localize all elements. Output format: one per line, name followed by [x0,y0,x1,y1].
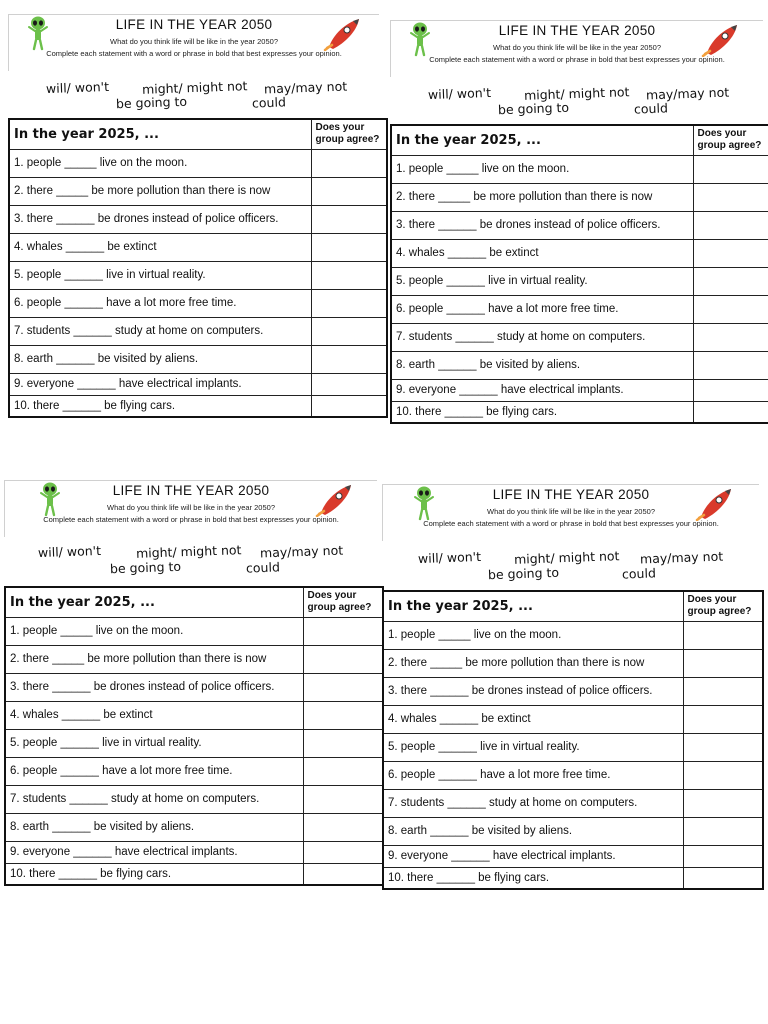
statement-7: 7. students ______ study at home on computers. [5,785,303,813]
statement-6: 6. people ______ have a lot more free time. [383,761,683,789]
worksheet-header [4,480,377,537]
worksheet-copy-2 [390,20,768,430]
agree-cell-9[interactable] [303,841,383,863]
statement-7: 7. students ______ study at home on computers. [383,789,683,817]
statement-4: 4. whales ______ be extinct [9,233,311,261]
word-bank-could: could [245,559,281,576]
statements-table [390,124,768,424]
agree-cell-10[interactable] [311,395,387,417]
worksheet-instruction: Complete each statement with a word or phrase in bold that best expresses your opinion. [423,519,719,528]
statement-3: 3. there ______ be drones instead of police officers. [383,677,683,705]
statement-2: 2. there _____ be more pollution than there is now [9,177,311,205]
table-header: In the year 2025, ... [5,587,303,617]
statement-3: 3. there ______ be drones instead of police officers. [5,673,303,701]
agree-cell-8[interactable] [311,345,387,373]
agree-cell-2[interactable] [303,645,383,673]
word-bank-could: could [251,94,287,111]
statement-5: 5. people ______ live in virtual reality. [9,261,311,289]
statement-1: 1. people _____ live on the moon. [391,155,693,183]
statement-9: 9. everyone ______ have electrical implants. [5,841,303,863]
statement-2: 2. there _____ be more pollution than there is now [5,645,303,673]
statement-1: 1. people _____ live on the moon. [5,617,303,645]
agree-cell-1[interactable] [303,617,383,645]
statement-10: 10. there ______ be flying cars. [9,395,311,417]
statement-4: 4. whales ______ be extinct [383,705,683,733]
agree-cell-5[interactable] [683,733,763,761]
statement-6: 6. people ______ have a lot more free time. [391,295,693,323]
worksheet-instruction: Complete each statement with a word or phrase in bold that best expresses your opinion. [46,49,342,58]
agree-cell-9[interactable] [311,373,387,395]
agree-cell-7[interactable] [311,317,387,345]
agree-cell-4[interactable] [311,233,387,261]
rocket-icon [701,21,741,57]
word-bank-going: be going to [497,99,570,118]
agree-cell-8[interactable] [693,351,768,379]
worksheet-title: LIFE IN THE YEAR 2050 [498,23,656,38]
statement-3: 3. there ______ be drones instead of police officers. [391,211,693,239]
agree-cell-9[interactable] [693,379,768,401]
worksheet-copy-1 [8,14,386,424]
agree-cell-4[interactable] [683,705,763,733]
agree-cell-2[interactable] [683,649,763,677]
word-bank-going: be going to [115,93,188,112]
agree-cell-1[interactable] [693,155,768,183]
statement-9: 9. everyone ______ have electrical implants. [9,373,311,395]
statement-10: 10. there ______ be flying cars. [391,401,693,423]
agree-cell-7[interactable] [683,789,763,817]
statement-9: 9. everyone ______ have electrical implants. [383,845,683,867]
worksheet-instruction: Complete each statement with a word or phrase in bold that best expresses your opinion. [429,55,725,64]
worksheet-title: LIFE IN THE YEAR 2050 [112,483,270,498]
agree-cell-8[interactable] [683,817,763,845]
table-header: In the year 2025, ... [9,119,311,149]
word-bank-might: might/ might not [135,542,242,561]
word-bank-might: might/ might not [523,84,630,103]
statement-4: 4. whales ______ be extinct [5,701,303,729]
agree-cell-2[interactable] [311,177,387,205]
agree-cell-10[interactable] [303,863,383,885]
agree-cell-8[interactable] [303,813,383,841]
agree-cell-5[interactable] [311,261,387,289]
word-bank-may: may/may not [263,78,348,97]
statement-10: 10. there ______ be flying cars. [383,867,683,889]
statements-table [382,590,764,890]
statement-6: 6. people ______ have a lot more free time. [5,757,303,785]
agree-cell-6[interactable] [311,289,387,317]
worksheet-subtitle: What do you think life will be like in the year 2050? [106,503,275,512]
statement-7: 7. students ______ study at home on computers. [9,317,311,345]
worksheet-subtitle: What do you think life will be like in the year 2050? [492,43,661,52]
word-bank-may: may/may not [259,542,344,561]
word-bank-could: could [621,565,657,582]
worksheet-instruction: Complete each statement with a word or phrase in bold that best expresses your opinion. [43,515,339,524]
agree-cell-3[interactable] [311,205,387,233]
worksheet-title: LIFE IN THE YEAR 2050 [115,17,273,32]
statement-9: 9. everyone ______ have electrical implants. [391,379,693,401]
agree-cell-7[interactable] [303,785,383,813]
agree-cell-9[interactable] [683,845,763,867]
agree-cell-4[interactable] [303,701,383,729]
agree-cell-2[interactable] [693,183,768,211]
agree-column-header: Does your group agree? [311,119,387,149]
statements-table [8,118,388,418]
statement-4: 4. whales ______ be extinct [391,239,693,267]
agree-column-header: Does your group agree? [303,587,383,617]
statement-8: 8. earth ______ be visited by aliens. [391,351,693,379]
table-header: In the year 2025, ... [383,591,683,621]
statement-2: 2. there _____ be more pollution than there is now [383,649,683,677]
worksheet-copy-4 [382,484,764,894]
agree-cell-4[interactable] [693,239,768,267]
agree-cell-7[interactable] [693,323,768,351]
rocket-icon [695,485,735,521]
worksheet-subtitle: What do you think life will be like in the year 2050? [486,507,655,516]
worksheet-header [8,14,379,71]
statement-1: 1. people _____ live on the moon. [9,149,311,177]
statement-8: 8. earth ______ be visited by aliens. [9,345,311,373]
agree-cell-3[interactable] [693,211,768,239]
statement-2: 2. there _____ be more pollution than there is now [391,183,693,211]
word-bank-may: may/may not [639,548,724,567]
statement-5: 5. people ______ live in virtual reality. [5,729,303,757]
statement-6: 6. people ______ have a lot more free time. [9,289,311,317]
statement-8: 8. earth ______ be visited by aliens. [5,813,303,841]
word-bank-will: will/ won't [37,542,102,561]
rocket-icon [315,481,355,517]
rocket-icon [323,15,363,51]
word-bank-will: will/ won't [45,78,110,97]
word-bank-might: might/ might not [141,78,248,97]
word-bank-going: be going to [487,564,560,583]
agree-cell-6[interactable] [693,295,768,323]
agree-cell-1[interactable] [311,149,387,177]
statement-7: 7. students ______ study at home on computers. [391,323,693,351]
agree-cell-10[interactable] [683,867,763,889]
statement-3: 3. there ______ be drones instead of police officers. [9,205,311,233]
agree-cell-10[interactable] [693,401,768,423]
agree-cell-6[interactable] [683,761,763,789]
agree-cell-6[interactable] [303,757,383,785]
word-bank-will: will/ won't [427,84,492,103]
table-header: In the year 2025, ... [391,125,693,155]
statements-table [4,586,384,886]
statement-8: 8. earth ______ be visited by aliens. [383,817,683,845]
worksheet-header [382,484,759,541]
worksheet-title: LIFE IN THE YEAR 2050 [492,487,650,502]
word-bank-might: might/ might not [513,548,620,567]
agree-cell-3[interactable] [303,673,383,701]
word-bank-will: will/ won't [417,548,482,567]
worksheet-copy-3 [4,480,382,890]
word-bank-going: be going to [109,558,182,577]
worksheet-header [390,20,763,77]
agree-column-header: Does your group agree? [693,125,768,155]
word-bank-could: could [633,100,669,117]
word-bank-may: may/may not [645,84,730,103]
statement-1: 1. people _____ live on the moon. [383,621,683,649]
agree-column-header: Does your group agree? [683,591,763,621]
agree-cell-5[interactable] [693,267,768,295]
agree-cell-5[interactable] [303,729,383,757]
statement-5: 5. people ______ live in virtual reality. [383,733,683,761]
statement-10: 10. there ______ be flying cars. [5,863,303,885]
statement-5: 5. people ______ live in virtual reality. [391,267,693,295]
agree-cell-3[interactable] [683,677,763,705]
worksheet-subtitle: What do you think life will be like in the year 2050? [109,37,278,46]
agree-cell-1[interactable] [683,621,763,649]
